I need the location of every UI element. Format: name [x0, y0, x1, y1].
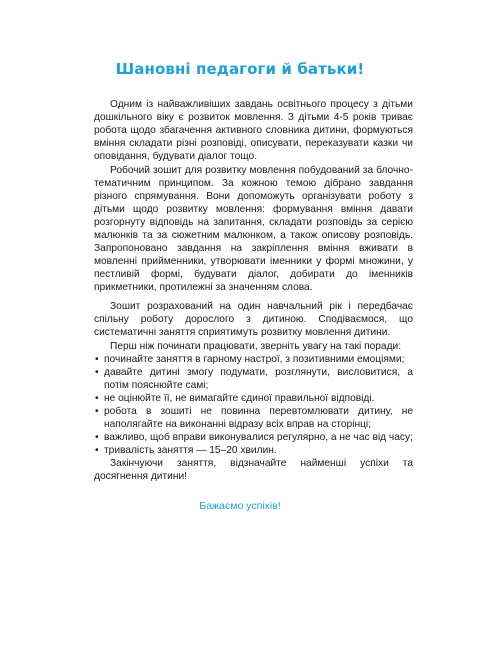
intro-text: [94, 98, 413, 483]
paragraph-final: Закінчуючи заняття, відзначайте найменші успіхи та досягнення дитини!: [94, 458, 413, 482]
list-item: • починайте заняття в гарному настрої, з позитивними емоціями;: [94, 353, 413, 366]
paragraph-workbook-structure: Робочий зошит для розвитку мовлення побудований за блочно-тематичним принципом. За кожною темою дібрано завдання різного спрямування. Вони допоможуть організувати роботу з дітьми щодо розвитку мовлення: формування вміння давати розгорнуту відповідь на запитання, складати розповідь за серією малюнків та за сюжетним малюнком, а також описову розповідь. Запропоновано завдання на закріплення вміння вживати в мовленні прийменники, утворювати іменники у формі множини, у пестливій формі, будувати діалог, добирати до іменників прикметники, протилежні за значенням слова.: [94, 165, 413, 293]
list-item: • важливо, щоб вправи виконувалися регулярно, а не час від часу;: [94, 431, 413, 444]
list-item: • давайте дитині змогу подумати, розглянути, висловитися, а потім пояснюйте самі;: [94, 366, 413, 392]
list-item: • не оцінюйте її, не вимагайте єдиної правильної відповіді.: [94, 392, 413, 405]
tips-list: [94, 353, 413, 457]
paragraph-tips-intro: Перш ніж починати працювати, зверніть увагу на такі поради:: [110, 341, 402, 352]
list-item: • робота в зошиті не повинна перевтомлювати дитину, не наполягайте на виконанні відразу всіх вправ на сторінці;: [94, 405, 413, 431]
paragraph-year-plan: Зошит розрахований на один навчальний рік і передбачає спільну роботу дорослого з дитиною. Сподіваємося, що систематичні заняття сприятимуть розвитку мовлення дитини.: [94, 301, 413, 338]
paragraph-intro: Одним із найважливіших завдань освітнього процесу з дітьми дошкільного віку є розвиток мовлення. З дітьми 4-5 років триває робота щодо збагачення активного словника дитини, формуються вміння складати різні розповіді, описувати, переказувати казки чи оповідання, будувати діалог тощо.: [94, 99, 413, 162]
list-item: • тривалість заняття — 15–20 хвилин.: [94, 444, 413, 457]
page-title: Шановні педагоги й батьки!: [115, 60, 365, 78]
closing-wish: Бажаємо успіхів!: [199, 500, 281, 512]
